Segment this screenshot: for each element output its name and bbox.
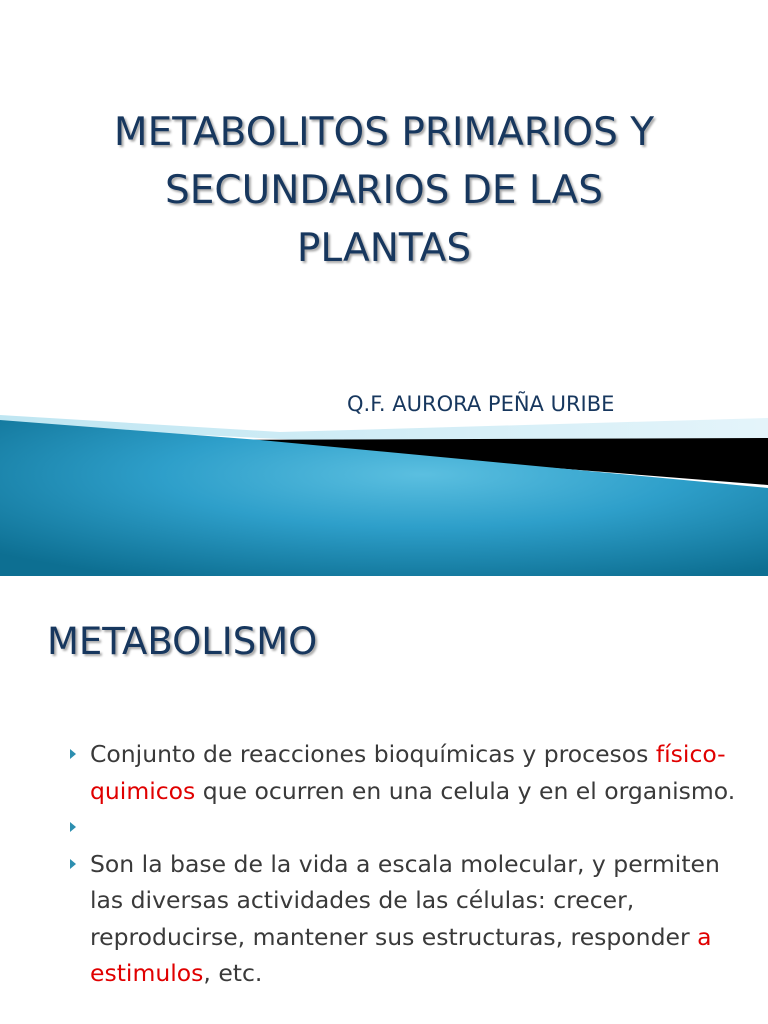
bullet-item	[68, 736, 748, 809]
bullet-list	[68, 736, 748, 992]
title-line-1: METABOLITOS PRIMARIOS Y	[113, 110, 655, 155]
triangle-bullet-icon	[70, 859, 76, 869]
author-name: Q.F. AURORA PEÑA URIBE	[347, 392, 615, 416]
bullet-text: que ocurren en una celula y en el organismo.	[195, 776, 736, 805]
bullet-item	[68, 846, 748, 992]
title-line-3: PLANTAS	[296, 226, 472, 271]
triangle-bullet-icon	[70, 822, 76, 832]
highlighted-term: a estimulos	[90, 922, 712, 987]
triangle-bullet-icon	[70, 749, 76, 759]
content-slide	[0, 576, 768, 1024]
bullet-text: , etc.	[203, 959, 263, 987]
highlighted-term: físico-quimicos	[90, 740, 726, 805]
bullet-text: Conjunto de reacciones bioquímicas y procesos	[90, 740, 656, 768]
title-line-2: SECUNDARIOS DE LAS	[165, 168, 603, 213]
bullet-item-empty	[68, 809, 748, 846]
content-slide-title: METABOLISMO	[47, 620, 318, 663]
bullet-text: Son la base de la vida a escala molecular, y permiten las diversas actividades de las células: crecer, reproducirse, mantener sus estructuras, responder	[90, 849, 720, 951]
